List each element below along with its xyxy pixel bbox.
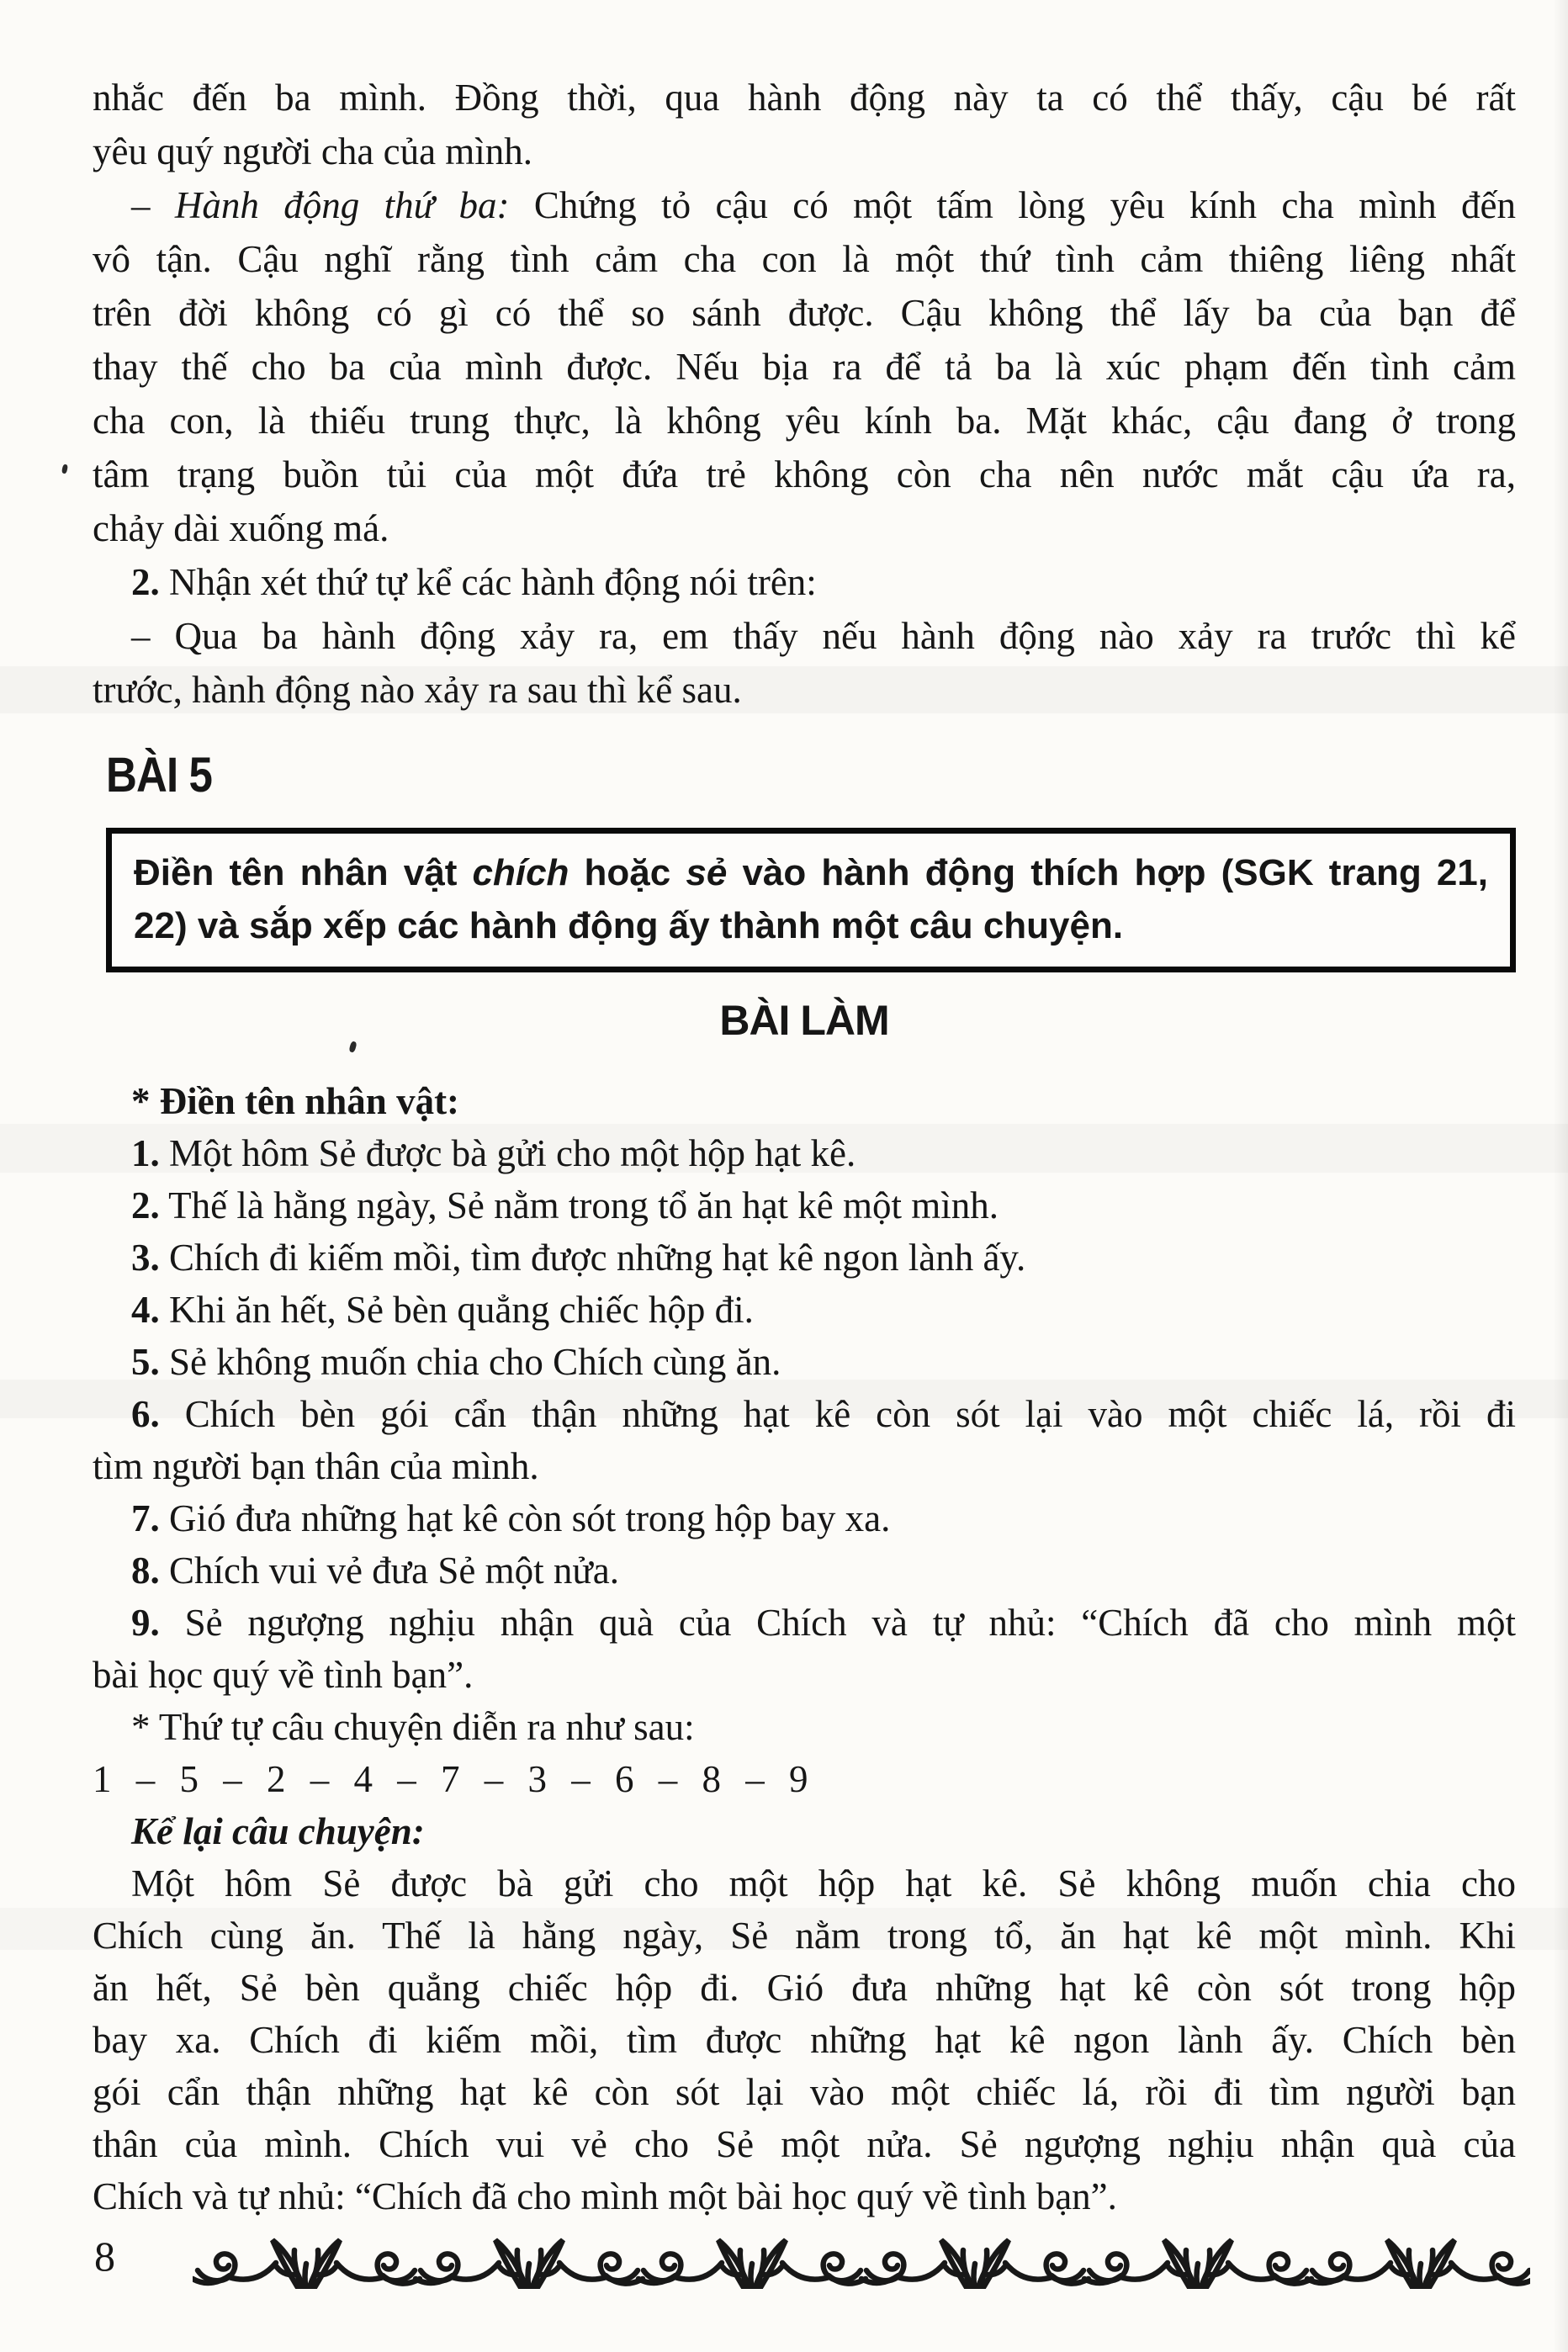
text-segment: bài học quý về tình bạn”. [93, 1654, 474, 1696]
text-line [93, 340, 1516, 394]
floral-flourish-ornament-icon [193, 2223, 1530, 2289]
text-segment: 1. [131, 1132, 160, 1174]
text-segment: gói cẩn thận những hạt kê còn sót lại vào một chiếc lá, rồi đi tìm người bạn [93, 2071, 1516, 2113]
text-segment: – [131, 184, 175, 226]
text-segment: Một hôm Sẻ được bà gửi cho một hộp hạt kê. [159, 1132, 856, 1174]
text-segment: 3. [131, 1237, 160, 1279]
text-line [93, 286, 1516, 340]
text-line [93, 124, 1516, 178]
text-segment: 4. [131, 1289, 160, 1331]
page-footer [94, 2217, 1539, 2295]
ink-speck [61, 464, 68, 474]
text-segment: ăn hết, Sẻ bèn quẳng chiếc hộp đi. Gió đưa những hạt kê còn sót trong hộp [93, 1967, 1516, 2009]
text-segment: 9. [131, 1602, 160, 1644]
text-segment: Hành động thứ ba: [174, 184, 510, 226]
text-line [93, 663, 1516, 717]
exercise-prompt-box [106, 828, 1516, 972]
text-segment: Sẻ ngượng nghịu nhận quà của Chích và tự nhủ: “Chích đã cho mình một [159, 1602, 1516, 1644]
text-line [93, 2066, 1516, 2118]
text-segment: 8. [131, 1549, 160, 1592]
text-segment: 7. [131, 1497, 160, 1539]
text-segment: vào hành động thích hợp (SGK trang 21, [727, 852, 1488, 893]
text-line [93, 1388, 1516, 1440]
answer-text [93, 1075, 1516, 2222]
text-line [93, 1179, 1516, 1232]
text-segment: chảy dài xuống má. [93, 507, 389, 549]
text-segment: yêu quý người cha của mình. [93, 130, 533, 172]
text-line [93, 1127, 1516, 1179]
text-segment: tìm người bạn thân của mình. [93, 1445, 539, 1487]
text-segment: Nhận xét thứ tự kể các hành động nói trên: [159, 561, 817, 603]
text-line [93, 1336, 1516, 1388]
text-line [93, 1284, 1516, 1336]
text-line [93, 1492, 1516, 1544]
text-line [93, 1701, 1516, 1753]
text-segment: Chích bèn gói cẩn thận những hạt kê còn sót lại vào một chiếc lá, rồi đi [159, 1393, 1516, 1435]
text-segment: 22) và sắp xếp các hành động ấy thành một câu chuyện. [134, 905, 1124, 946]
text-segment: tâm trạng buồn tủi của một đứa trẻ không còn cha nên nước mắt cậu ứa ra, [93, 453, 1516, 495]
text-line [93, 232, 1516, 286]
text-segment: bay xa. Chích đi kiếm mồi, tìm được những hạt kê ngon lành ấy. Chích bèn [93, 2019, 1516, 2061]
text-segment: Một hôm Sẻ được bà gửi cho một hộp hạt kê. Sẻ không muốn chia cho [131, 1862, 1516, 1904]
text-line [93, 1544, 1516, 1597]
text-line [93, 501, 1516, 555]
text-line [93, 2170, 1516, 2222]
text-line [93, 1910, 1516, 1962]
text-line [93, 448, 1516, 501]
text-line [93, 71, 1516, 124]
text-segment: Sẻ không muốn chia cho Chích cùng ăn. [159, 1341, 781, 1383]
text-segment: thay thế cho ba của mình được. Nếu bịa ra để tả ba là xúc phạm đến tình cảm [93, 346, 1516, 388]
text-line [93, 555, 1516, 609]
previous-exercise-answer-text [93, 71, 1516, 717]
text-segment: thân của mình. Chích vui vẻ cho Sẻ một nửa. Sẻ ngượng nghịu nhận quà của [93, 2123, 1516, 2165]
text-segment: 1 – 5 – 2 – 4 – 7 – 3 – 6 – 8 – 9 [93, 1758, 809, 1800]
text-line [134, 899, 1488, 952]
text-line [93, 1649, 1516, 1701]
scan-edge-shadow [1553, 0, 1568, 2352]
text-line [93, 1753, 1516, 1805]
page-content [93, 71, 1516, 2222]
text-segment: chích [472, 852, 569, 893]
text-segment: cha con, là thiếu trung thực, là không yêu kính ba. Mặt khác, cậu đang ở trong [93, 400, 1516, 442]
text-segment: * Điền tên nhân vật: [131, 1080, 460, 1122]
text-line [93, 1962, 1516, 2014]
text-segment: Chích và tự nhủ: “Chích đã cho mình một bài học quý về tình bạn”. [93, 2175, 1117, 2217]
text-segment: Chích đi kiếm mồi, tìm được những hạt kê ngon lành ấy. [159, 1237, 1026, 1279]
text-line [93, 2014, 1516, 2066]
text-segment: 5. [131, 1341, 160, 1383]
page-number: 8 [94, 2233, 115, 2280]
text-line [93, 1857, 1516, 1910]
text-segment: Kể lại câu chuyện: [131, 1810, 425, 1852]
exercise-5-heading: BÀI 5 [106, 748, 213, 803]
text-segment: – Qua ba hành động xảy ra, em thấy nếu hành động nào xảy ra trước thì kể [131, 615, 1516, 657]
text-segment: nhắc đến ba mình. Đồng thời, qua hành động này ta có thể thấy, cậu bé rất [93, 77, 1516, 119]
text-segment: Khi ăn hết, Sẻ bèn quẳng chiếc hộp đi. [159, 1289, 754, 1331]
text-line [93, 178, 1516, 232]
text-segment: vô tận. Cậu nghĩ rằng tình cảm cha con là một thứ tình cảm thiêng liêng nhất [93, 238, 1516, 280]
text-segment: Thế là hằng ngày, Sẻ nằm trong tổ ăn hạt kê một mình. [159, 1184, 999, 1226]
text-segment: 6. [131, 1393, 160, 1435]
text-segment: Chích vui vẻ đưa Sẻ một nửa. [159, 1549, 619, 1592]
text-segment: Chứng tỏ cậu có một tấm lòng yêu kính cha mình đến [509, 184, 1516, 226]
text-line [93, 1597, 1516, 1649]
text-line [93, 1805, 1516, 1857]
text-segment: 2. [131, 561, 160, 603]
text-segment: trên đời không có gì có thể so sánh được. Cậu không thể lấy ba của bạn để [93, 292, 1516, 334]
text-line [93, 609, 1516, 663]
text-line [93, 1232, 1516, 1284]
text-segment: trước, hành động nào xảy ra sau thì kể sau. [93, 669, 742, 711]
text-line [93, 394, 1516, 448]
text-line [93, 1075, 1516, 1127]
text-segment: Chích cùng ăn. Thế là hằng ngày, Sẻ nằm trong tổ, ăn hạt kê một mình. Khi [93, 1915, 1516, 1957]
text-segment: Gió đưa những hạt kê còn sót trong hộp bay xa. [159, 1497, 891, 1539]
text-segment: Điền tên nhân vật [134, 852, 473, 893]
text-line [134, 846, 1488, 899]
text-segment: hoặc [569, 852, 686, 893]
answer-section-heading: BÀI LÀM [719, 997, 889, 1044]
text-segment: 2. [131, 1184, 160, 1226]
text-segment: * Thứ tự câu chuyện diễn ra như sau: [131, 1706, 695, 1748]
text-line [93, 1440, 1516, 1492]
text-line [93, 2118, 1516, 2170]
text-segment: sẻ [686, 852, 728, 893]
